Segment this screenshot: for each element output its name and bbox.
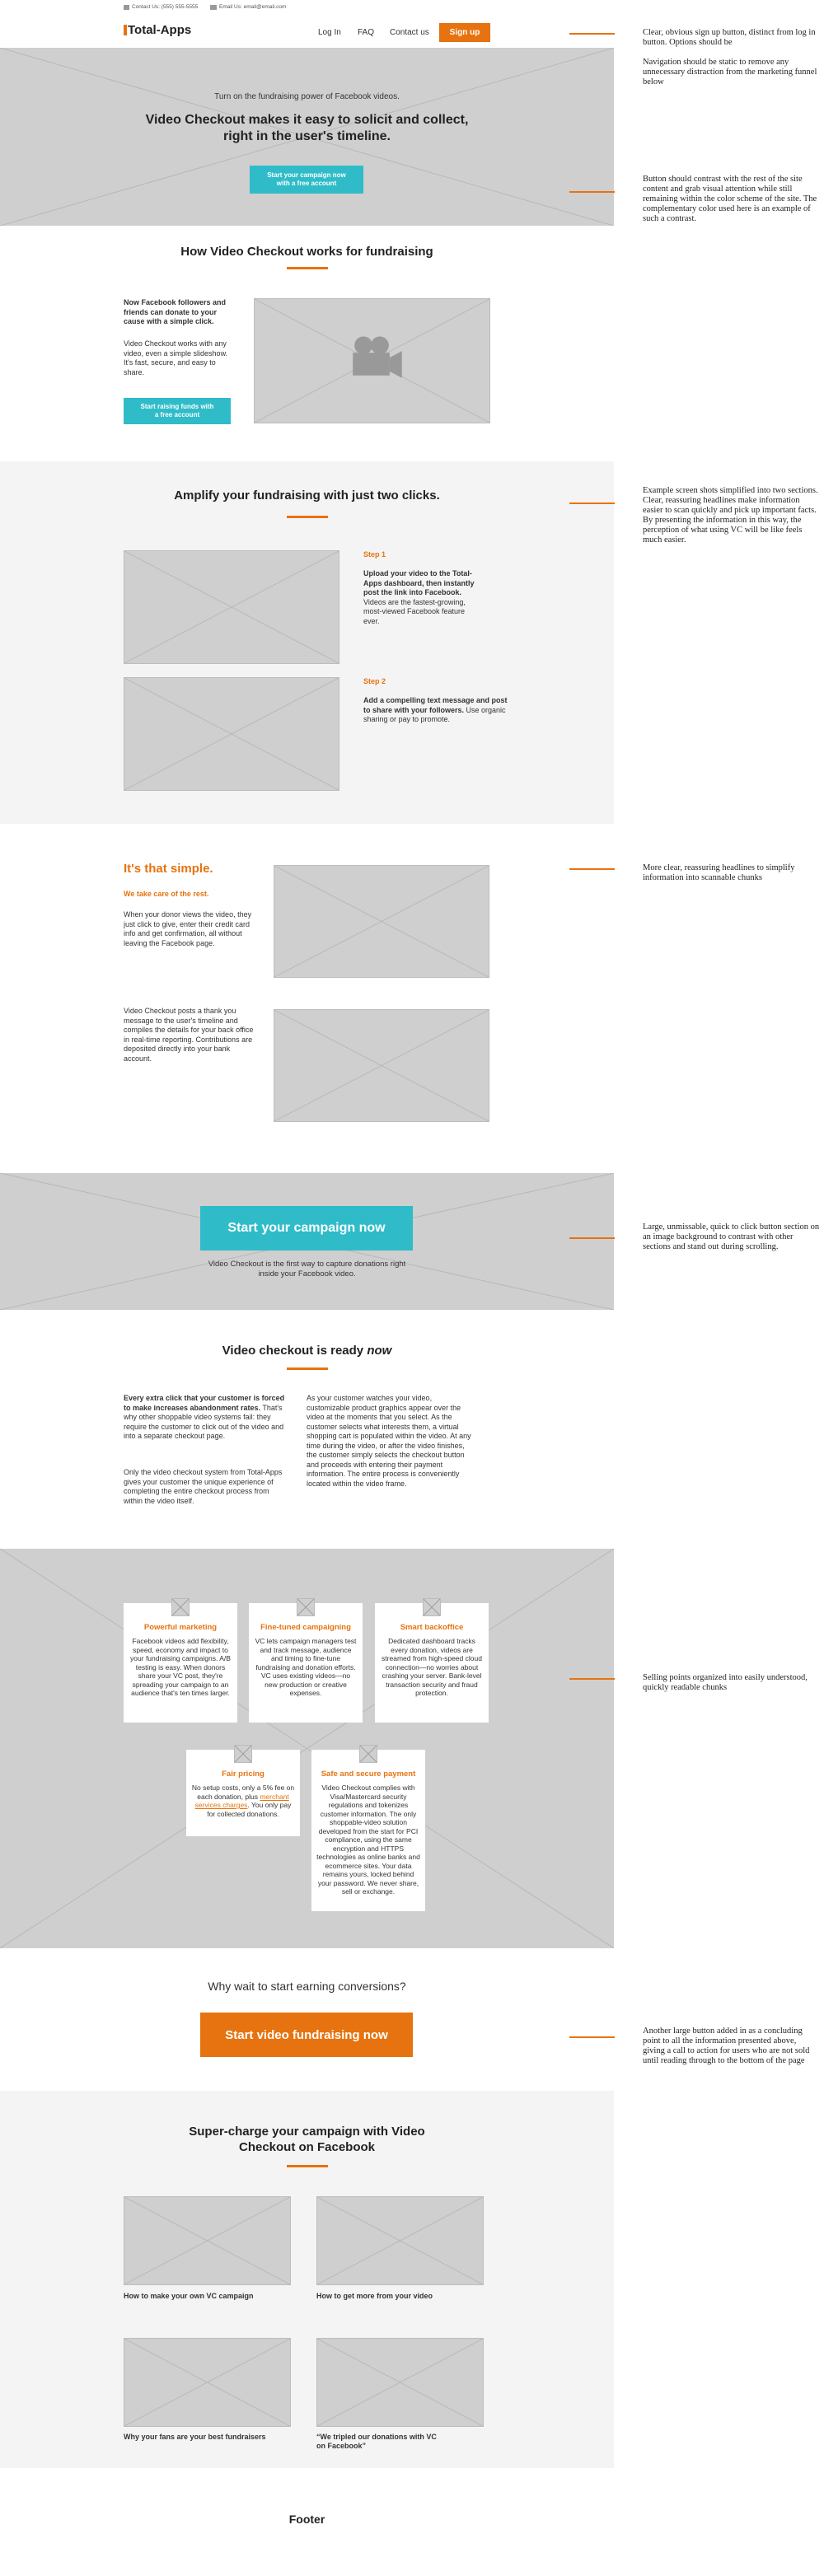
cta2-question: Why wait to start earning conversions? [208, 1980, 406, 1993]
feature-body: Video Checkout complies with Visa/Mastercard security regulations and tokenizes customer information. The only shoppable-video solution developed from the start for PCI compliance, using the same encryption and HTTPS technologies as online banks and ecommerce sites. Your data remains yours, locked behind your password. We never share, sell or exchange. [316, 1784, 420, 1896]
amplify-title: Amplify your fundraising with just two clicks. [174, 489, 440, 503]
phone-icon [124, 5, 129, 10]
simple-subtitle: We take care of the rest. [124, 890, 209, 898]
annotation-navigation: Navigation should be static to remove any unnecessary distraction from the marketing funnel below [643, 58, 817, 86]
topbar [0, 0, 614, 15]
cta2-button[interactable]: Start video fundraising now [200, 2013, 413, 2057]
image-placeholder-icon [423, 1598, 441, 1616]
cta-caption: Video Checkout is the first way to capture donations right inside your Facebook video. [208, 1260, 406, 1279]
note-connector [569, 191, 615, 193]
nav-login[interactable]: Log In [318, 28, 341, 37]
blog-post-title-2[interactable]: How to get more from your video [316, 2292, 433, 2300]
feature-card-backoffice [375, 1603, 489, 1723]
hero-tagline: Turn on the fundraising power of Facebook videos. [214, 92, 400, 101]
signup-button[interactable]: Sign up [439, 23, 490, 42]
step2-body: Use organic sharing or pay to promote. [363, 705, 506, 723]
how-rule [287, 267, 328, 269]
feature-card-marketing [124, 1603, 237, 1723]
contact-email[interactable]: Email Us: email@email.com [219, 4, 287, 10]
ready-title [0, 1344, 614, 1358]
annotation-signup: Clear, obvious sign up button, distinct from log in button. Options should be [643, 28, 816, 47]
how-video-placeholder[interactable] [254, 298, 490, 423]
step2-text [363, 696, 508, 725]
cta-start-campaign-button[interactable]: Start your campaign now [200, 1206, 413, 1251]
note-connector [569, 1678, 615, 1680]
blog-thumb-3[interactable] [124, 2338, 291, 2427]
annotation-button-contrast: Button should contrast with the rest of the site content and grab visual attention while still remaining within the color scheme of the site. The complementary color used here is an example of such a contrast. [643, 175, 817, 223]
blog-thumb-2[interactable] [316, 2196, 484, 2285]
annotation-headlines: More clear, reassuring headlines to simplify information into scannable chunks [643, 863, 795, 882]
note-connector [569, 1237, 615, 1239]
simple-text-1: When your donor views the video, they just click to give, enter their credit card info and get confirmation, all without leaving the Facebook page. [124, 910, 252, 947]
ready-left-text-2: Only the video checkout system from Total-Apps gives your customer the unique experience of completing the entire checkout process from within the video itself. [124, 1468, 283, 1505]
feature-card-secure-payment [311, 1750, 425, 1911]
annotation-final-cta: Another large button added in as a concluding point to all the information presented above, giving a call to action for users who are not sold until reading through to the bottom of the page [643, 2027, 810, 2065]
step1-bold: Upload your video to the Total-Apps dashboard, then instantly post the link into Facebook. [363, 569, 475, 596]
blog-section [0, 2091, 614, 2468]
note-connector [569, 503, 615, 504]
ready-rule [287, 1367, 328, 1370]
feature-title: Safe and secure payment [321, 1770, 416, 1779]
header [0, 15, 614, 48]
pricing-text-end: . You only pay for collected donations. [207, 1801, 292, 1818]
how-body-text: Video Checkout works with any video, even a simple slideshow. It's fast, secure, and easy to share. [124, 339, 228, 376]
annotation-large-button: Large, unmissable, quick to click button section on an image background to contrast with other sections and stand out during scrolling. [643, 1223, 820, 1251]
logo-mark-icon [124, 25, 127, 35]
simple-screenshot-1 [274, 865, 489, 978]
feature-title: Fine-tuned campaigning [260, 1623, 351, 1632]
footer: Footer [288, 2513, 325, 2526]
amplify-rule [287, 516, 328, 518]
nav-faq[interactable]: FAQ [358, 28, 375, 37]
video-camera-icon [255, 299, 489, 423]
merchant-charges-link[interactable]: merchant services charges [194, 1792, 289, 1809]
ready-title-text: Video checkout is ready [222, 1344, 368, 1358]
how-cta-button[interactable]: Start raising funds with a free account [124, 398, 231, 424]
image-placeholder-icon [359, 1745, 377, 1763]
blog-post-title-1[interactable]: How to make your own VC campaign [124, 2292, 254, 2300]
simple-screenshot-2 [274, 1009, 489, 1122]
feature-body [191, 1784, 295, 1818]
logo[interactable] [124, 23, 191, 37]
note-connector [569, 2036, 615, 2038]
image-placeholder-icon [171, 1598, 190, 1616]
feature-body: VC lets campaign managers test and track message, audience and timing to fine-tune fundraising and donation efforts. VC uses existing videos—no new production or creative expenses. [255, 1637, 357, 1697]
amplify-section [0, 461, 614, 824]
nav-contact[interactable]: Contact us [390, 28, 429, 37]
image-placeholder-icon [234, 1745, 252, 1763]
how-title: How Video Checkout works for fundraising [180, 245, 433, 259]
note-connector [569, 33, 615, 35]
hero-headline: Video Checkout makes it easy to solicit and collect, right in the user's timeline. [145, 113, 469, 143]
blog-title: Super-charge your campaign with Video Checkout on Facebook [189, 2125, 425, 2154]
step1-screenshot-placeholder [124, 550, 339, 664]
contact-phone[interactable]: Contact Us: (555) 555-5555 [132, 4, 199, 10]
pricing-text: No setup costs, only a 5% fee on each donation, plus [191, 1784, 295, 1801]
simple-text-2: Video Checkout posts a thank you message to the user's timeline and compiles the details for your back office in real-time reporting. Contributions are deposited directly into your bank account. [124, 1007, 254, 1063]
blog-thumb-4[interactable] [316, 2338, 484, 2427]
step2-label: Step 2 [363, 677, 386, 685]
how-bold-text: Now Facebook followers and friends can donate to your cause with a simple click. [124, 298, 227, 325]
annotation-screenshots: Example screen shots simplified into two sections. Clear, reassuring headlines make information easier to scan quickly and pick up important facts. By presenting the information in this way, the perception of what using VC will be like feels much easier. [643, 486, 818, 545]
feature-title: Powerful marketing [143, 1623, 218, 1632]
ready-right-text: As your customer watches your video, customizable product graphics appear over the video at the moments that you select. As the customer selects what interests them, a virtual shopping cart is populated within the video. At any time during the video, or after the video finishes, the customer simply selects the checkout button and proceeds with entering their payment information. The entire process is conveniently located within the video frame. [307, 1394, 471, 1488]
step2-screenshot-placeholder [124, 677, 339, 791]
note-connector [569, 868, 615, 870]
ready-left-body: That's why other shoppable video systems fail: they require the customer to click out of the video and into a separate checkout page. [124, 1403, 284, 1440]
feature-card-pricing [186, 1750, 300, 1836]
ready-left-text [124, 1394, 288, 1442]
annotation-selling-points: Selling points organized into easily understood, quickly readable chunks [643, 1673, 808, 1692]
blog-thumb-1[interactable] [124, 2196, 291, 2285]
step2-bold: Add a compelling text message and post to share with your followers. [363, 696, 508, 714]
features-section [0, 1549, 614, 1948]
feature-body: Dedicated dashboard tracks every donation, videos are streamed from high-speed cloud connection—no worries about crashing your server. Bank-level transaction security and fraud protection. [382, 1637, 482, 1697]
ready-title-emphasis: now [367, 1344, 392, 1358]
step1-text [363, 569, 479, 626]
feature-body: Facebook videos add flexibility, speed, economy and impact to your fundraising campaigns. A/B testing is easy. When donors share your VC post, they're spreading your campaign to an audience that's ten times larger. [130, 1637, 231, 1697]
cta-section [0, 1173, 614, 1310]
mail-icon [210, 5, 217, 10]
step1-label: Step 1 [363, 550, 386, 559]
ready-left-bold: Every extra click that your customer is forced to make increases abandonment rates. [124, 1394, 285, 1412]
feature-title: Fair pricing [222, 1770, 265, 1779]
blog-post-title-4[interactable]: “We tripled our donations with VC on Facebook” [316, 2433, 437, 2450]
image-placeholder-icon [297, 1598, 315, 1616]
blog-post-title-3[interactable]: Why your fans are your best fundraisers [124, 2433, 266, 2441]
simple-title: It's that simple. [124, 862, 213, 876]
hero-section [0, 48, 614, 226]
step1-body: Videos are the fastest-growing, most-viewed Facebook feature ever. [363, 597, 466, 625]
hero-cta-button[interactable]: Start your campaign now with a free account [250, 166, 363, 194]
feature-title: Smart backoffice [400, 1623, 464, 1632]
feature-card-campaigning [249, 1603, 363, 1723]
logo-text: Total-Apps [128, 23, 192, 37]
blog-rule [287, 2165, 328, 2167]
